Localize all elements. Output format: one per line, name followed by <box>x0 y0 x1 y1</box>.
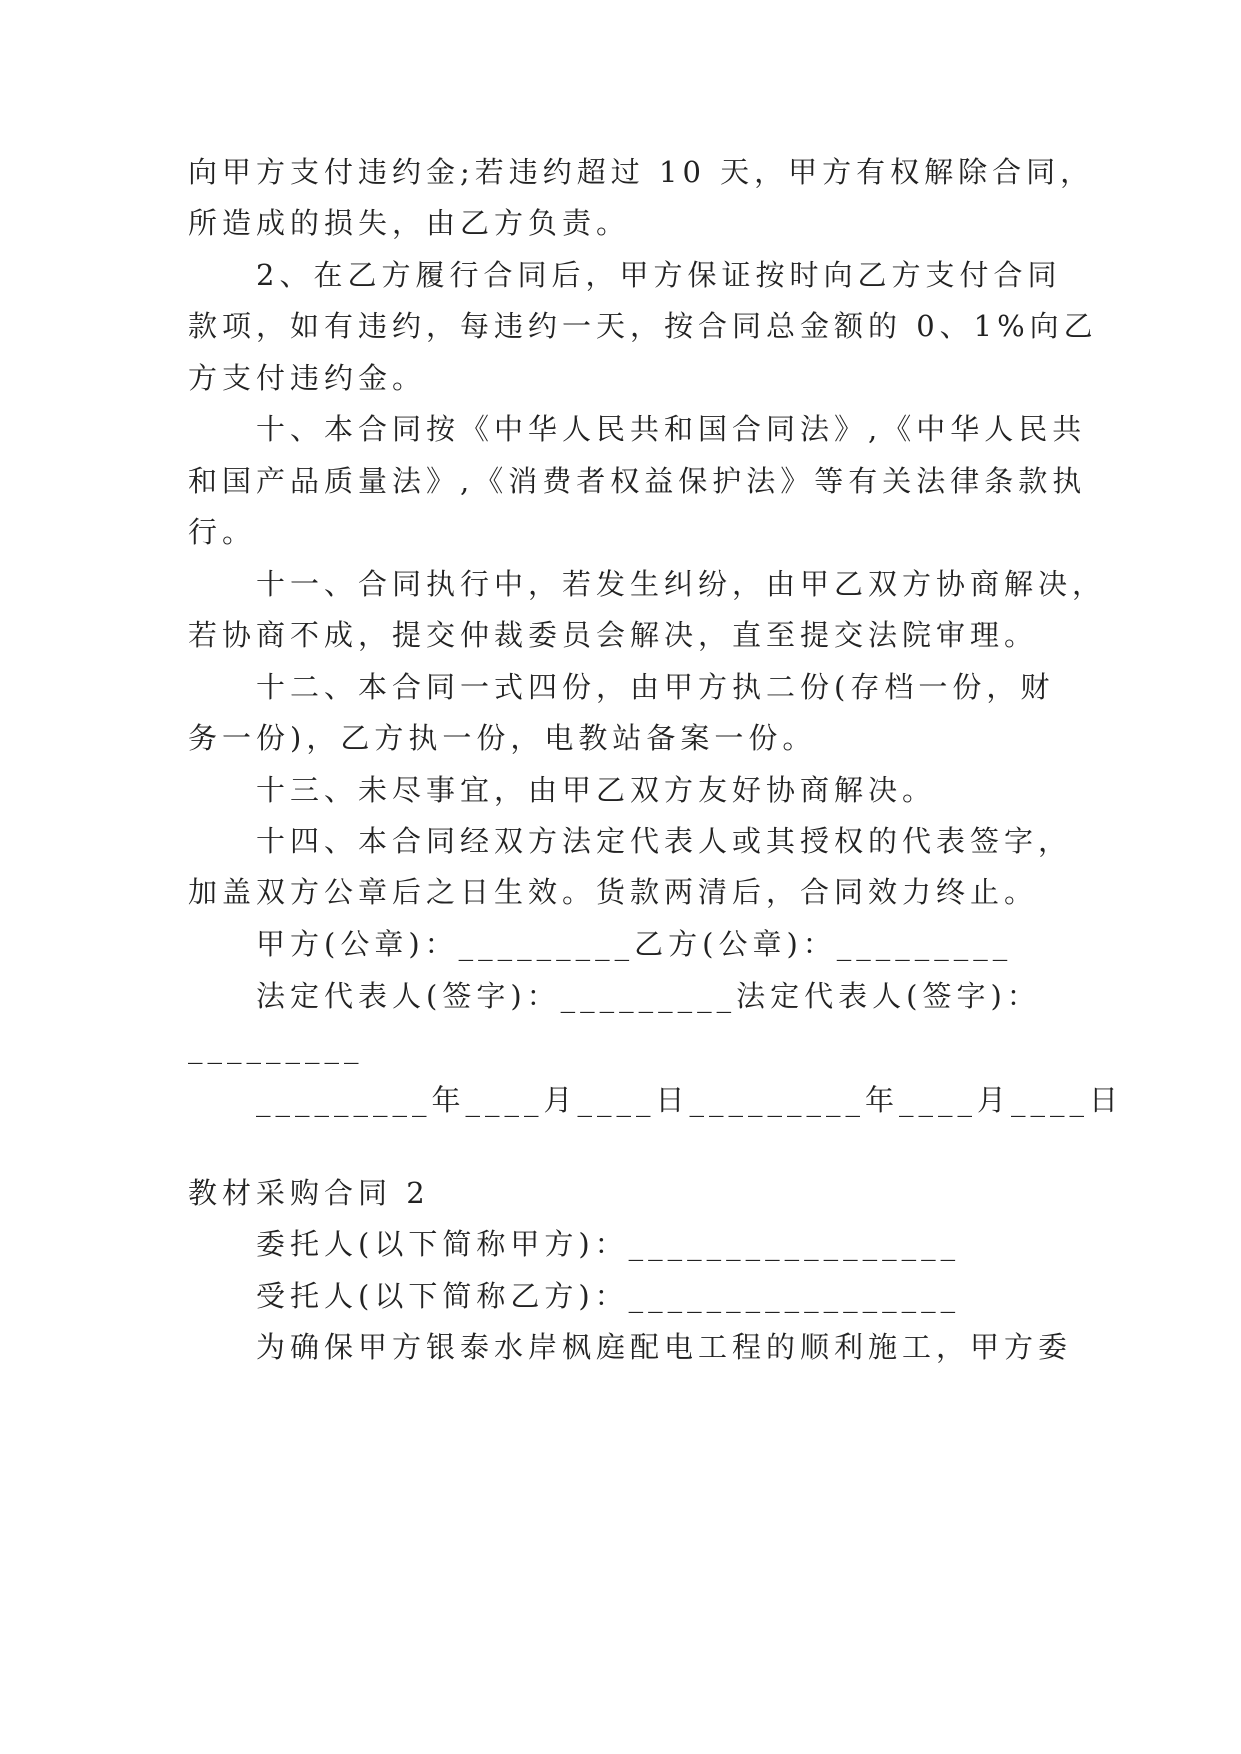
party-a-line: 委托人(以下简称甲方)：_________________ <box>256 1227 961 1261</box>
text-line: 2、在乙方履行合同后，甲方保证按时向乙方支付合同 <box>256 258 1062 292</box>
text-line: 方支付违约金。 <box>188 361 427 395</box>
text-line: 向甲方支付违约金;若违约超过 10 天，甲方有权解除合同， <box>188 155 1095 189</box>
signature-blank: _________ <box>188 1030 364 1064</box>
signature-line-seal: 甲方(公章)：_________乙方(公章)：_________ <box>256 927 1013 961</box>
text-line: 十一、合同执行中，若发生纠纷，由甲乙双方协商解决， <box>256 567 1107 601</box>
text-line: 所造成的损失，由乙方负责。 <box>188 206 631 240</box>
text-line: 十、本合同按《中华人民共和国合同法》,《中华人民共 <box>256 412 1087 446</box>
party-b-line: 受托人(以下简称乙方)：_________________ <box>256 1279 961 1313</box>
text-line: 和国产品质量法》,《消费者权益保护法》等有关法律条款执 <box>188 464 1087 498</box>
text-line: 十四、本合同经双方法定代表人或其授权的代表签字， <box>256 824 1073 858</box>
text-line: 十三、未尽事宜，由甲乙双方友好协商解决。 <box>256 773 937 807</box>
text-line: 十二、本合同一式四份，由甲方执二份(存档一份，财 <box>256 670 1055 704</box>
text-line: 款项，如有违约，每违约一天，按合同总金额的 0、1%向乙 <box>188 309 1098 343</box>
text-line: 若协商不成，提交仲裁委员会解决，直至提交法院审理。 <box>188 618 1039 652</box>
text-line: 行。 <box>188 515 257 549</box>
date-line: _________年____月____日_________年____月____日 <box>256 1083 1124 1117</box>
section-title: 教材采购合同 2 <box>188 1176 430 1210</box>
text-line: 为确保甲方银泰水岸枫庭配电工程的顺利施工，甲方委 <box>256 1330 1073 1364</box>
text-line: 加盖双方公章后之日生效。货款两清后，合同效力终止。 <box>188 875 1039 909</box>
text-line: 务一份)，乙方执一份，电教站备案一份。 <box>188 721 817 755</box>
signature-line-representative: 法定代表人(签字)：_________法定代表人(签字)： <box>256 979 1041 1013</box>
